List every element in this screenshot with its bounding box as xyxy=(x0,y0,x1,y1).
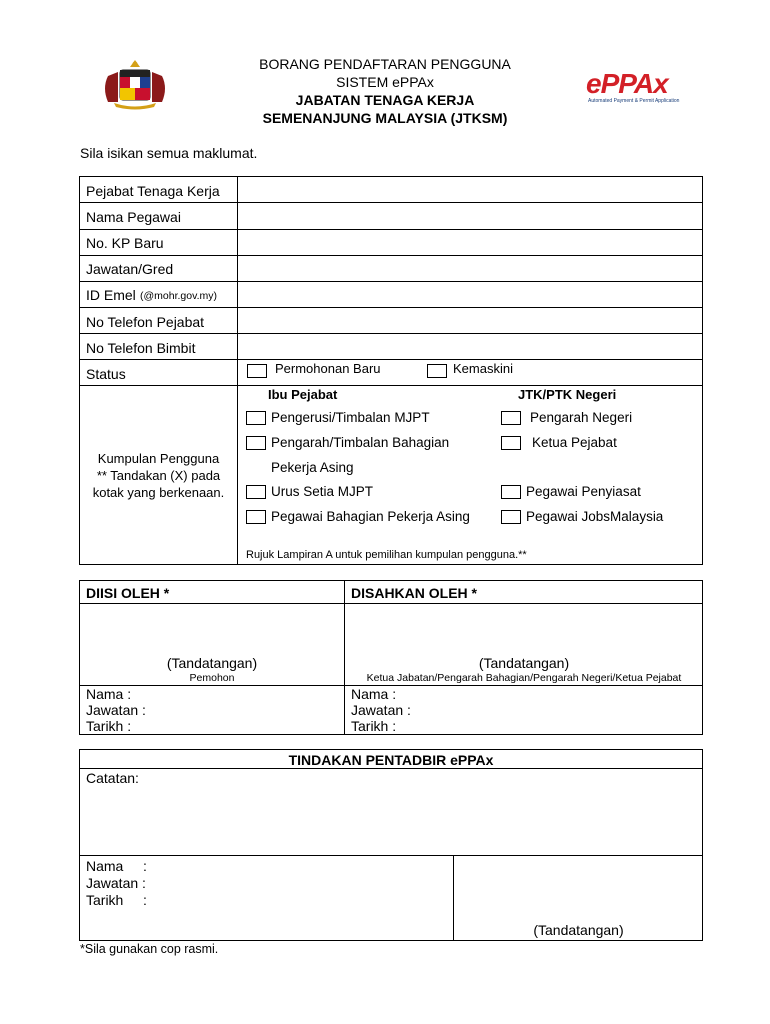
checkbox-pegawai-bahagian-pekerja-asing[interactable] xyxy=(246,510,266,524)
checkbox-kemaskini[interactable] xyxy=(427,364,447,378)
input-id-emel[interactable] xyxy=(240,283,700,306)
eppax-logo-text: ePPAx xyxy=(586,68,668,99)
checkbox-pengerusi[interactable] xyxy=(246,411,266,425)
disahkan-oleh-header: DISAHKAN OLEH * xyxy=(351,585,478,601)
admin-tarikh: Tarikh xyxy=(86,892,124,908)
checkbox-permohonan-baru[interactable] xyxy=(247,364,267,378)
label-pegawai-jobsmalaysia: Pegawai JobsMalaysia xyxy=(526,509,664,524)
input-pejabat[interactable] xyxy=(240,178,700,201)
label-pengarah-timbalan: Pengarah/Timbalan Bahagian xyxy=(271,435,450,450)
admin-catatan-area[interactable] xyxy=(81,788,701,853)
coat-of-arms-logo xyxy=(100,58,170,110)
applicant-jawatan: Jawatan : xyxy=(86,702,146,718)
title-line-3: JABATAN TENAGA KERJA xyxy=(295,92,475,108)
applicant-tarikh: Tarikh : xyxy=(86,718,132,734)
label-telefon-pejabat: No Telefon Pejabat xyxy=(86,314,205,330)
column-ibu-pejabat: Ibu Pejabat xyxy=(268,387,338,402)
applicant-signature-label: (Tandatangan) xyxy=(166,655,258,671)
approver-role: Ketua Jabatan/Pengarah Bahagian/Pengarah Negeri/Ketua Pejabat xyxy=(366,672,682,684)
admin-signature-label: (Tandatangan) xyxy=(533,922,624,938)
admin-header: TINDAKAN PENTADBIR ePPAx xyxy=(288,752,494,768)
label-kumpulan-1: Kumpulan Pengguna xyxy=(97,451,220,466)
admin-tarikh-colon: : xyxy=(143,892,147,908)
admin-jawatan: Jawatan : xyxy=(86,875,146,891)
label-kumpulan-3: kotak yang berkenaan. xyxy=(92,485,225,500)
approver-nama: Nama : xyxy=(351,686,397,702)
lampiran-note: Rujuk Lampiran A untuk pemilihan kumpulan pengguna.** xyxy=(246,549,527,561)
checkbox-pegawai-jobsmalaysia[interactable] xyxy=(501,510,521,524)
diisi-oleh-header: DIISI OLEH * xyxy=(86,585,170,601)
admin-nama: Nama xyxy=(86,858,124,874)
label-pejabat: Pejabat Tenaga Kerja xyxy=(86,183,220,199)
input-jawatan-gred[interactable] xyxy=(240,257,700,280)
admin-nama-colon: : xyxy=(143,858,147,874)
approver-tarikh: Tarikh : xyxy=(351,718,397,734)
label-ketua-pejabat: Ketua Pejabat xyxy=(532,435,617,450)
applicant-role: Pemohon xyxy=(189,672,235,684)
footer-note: *Sila gunakan cop rasmi. xyxy=(80,942,219,956)
approver-jawatan: Jawatan : xyxy=(351,702,411,718)
checkbox-pegawai-penyiasat[interactable] xyxy=(501,485,521,499)
title-line-2: SISTEM ePPAx xyxy=(336,74,434,90)
admin-signature-area[interactable] xyxy=(455,857,701,919)
label-pengarah-negeri: Pengarah Negeri xyxy=(530,410,633,425)
label-status: Status xyxy=(86,366,126,382)
label-urus-setia: Urus Setia MJPT xyxy=(271,484,374,499)
eppax-logo-tagline: Automated Payment & Permit Application xyxy=(588,98,680,104)
label-pegawai-penyiasat: Pegawai Penyiasat xyxy=(526,484,641,499)
label-pekerja-asing: Pekerja Asing xyxy=(271,460,354,475)
input-nama-pegawai[interactable] xyxy=(240,204,700,228)
input-telefon-bimbit[interactable] xyxy=(240,335,700,358)
approver-signature-label: (Tandatangan) xyxy=(478,655,570,671)
label-kumpulan-2: ** Tandakan (X) pada xyxy=(96,468,221,483)
label-pengerusi: Pengerusi/Timbalan MJPT xyxy=(271,410,430,425)
input-no-kp[interactable] xyxy=(240,231,700,254)
applicant-signature-area[interactable] xyxy=(81,605,343,653)
column-jtk-ptk-negeri: JTK/PTK Negeri xyxy=(518,387,617,402)
label-id-emel: ID Emel xyxy=(86,287,136,303)
admin-catatan: Catatan: xyxy=(86,770,139,786)
title-line-1: BORANG PENDAFTARAN PENGGUNA xyxy=(259,56,511,72)
label-id-emel-hint: (@mohr.gov.my) xyxy=(140,290,217,302)
checkbox-urus-setia[interactable] xyxy=(246,485,266,499)
label-kemaskini: Kemaskini xyxy=(453,361,513,376)
eppax-logo xyxy=(586,70,686,110)
label-nama-pegawai: Nama Pegawai xyxy=(86,209,181,225)
checkbox-pengarah-timbalan[interactable] xyxy=(246,436,266,450)
instruction-text: Sila isikan semua maklumat. xyxy=(80,145,258,161)
label-no-kp: No. KP Baru xyxy=(86,235,164,251)
checkbox-ketua-pejabat[interactable] xyxy=(501,436,521,450)
approver-signature-area[interactable] xyxy=(346,605,702,653)
label-jawatan-gred: Jawatan/Gred xyxy=(86,261,174,277)
title-line-4: SEMENANJUNG MALAYSIA (JTKSM) xyxy=(262,110,508,126)
label-permohonan-baru: Permohonan Baru xyxy=(275,361,381,376)
input-telefon-pejabat[interactable] xyxy=(240,309,700,332)
label-pegawai-bahagian-pekerja-asing: Pegawai Bahagian Pekerja Asing xyxy=(271,509,470,524)
applicant-nama: Nama : xyxy=(86,686,132,702)
checkbox-pengarah-negeri[interactable] xyxy=(501,411,521,425)
label-telefon-bimbit: No Telefon Bimbit xyxy=(86,340,196,356)
